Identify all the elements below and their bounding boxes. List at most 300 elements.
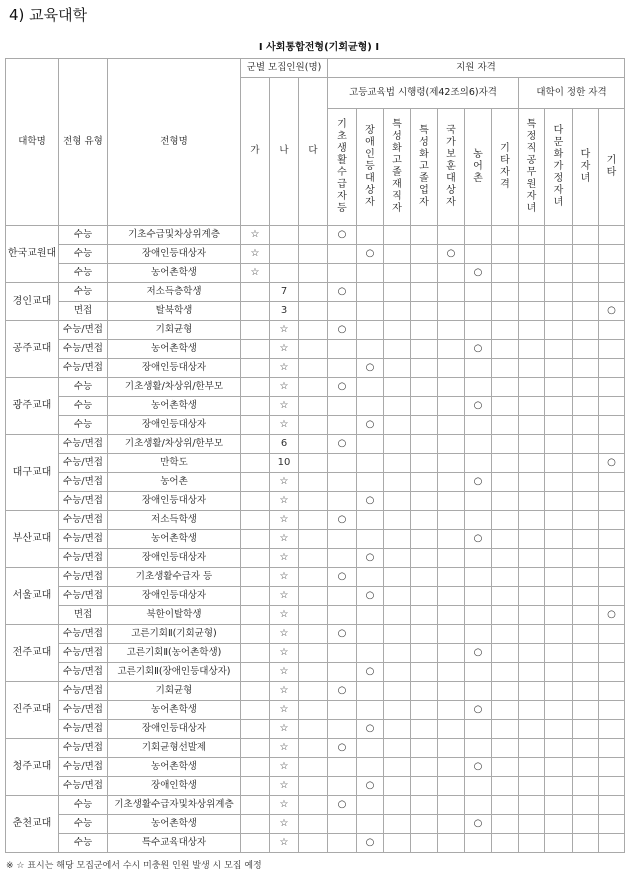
admission-name: 북한이탈학생 [108,606,241,625]
qualification-cell [328,492,357,511]
qualification-cell [492,758,519,777]
qualification-cell [438,739,465,758]
quota-cell [299,682,328,701]
qualification-cell [519,492,545,511]
qualification-cell [465,568,492,587]
quota-cell [241,359,270,378]
qualification-cell [411,834,438,853]
qualification-cell [573,568,599,587]
qualification-cell [492,378,519,397]
qualification-cell: ○ [465,530,492,549]
qualification-cell [357,397,384,416]
qualification-cell [492,549,519,568]
qualification-cell [384,549,411,568]
qualification-cell [492,663,519,682]
qualification-cell: ○ [465,701,492,720]
qualification-cell [545,606,573,625]
qualification-cell [465,587,492,606]
quota-cell: ☆ [270,568,299,587]
qualification-cell [599,834,625,853]
header-law-col: 기 타 자 격 [492,109,519,226]
qualification-cell [411,454,438,473]
quota-cell: ☆ [270,340,299,359]
qualification-cell [519,511,545,530]
qualification-cell [519,758,545,777]
qualification-cell [328,454,357,473]
qualification-cell [465,720,492,739]
admission-name: 농어촌학생 [108,530,241,549]
quota-cell [241,606,270,625]
qualification-cell: ○ [357,416,384,435]
qualification-cell [545,340,573,359]
qualification-cell [573,682,599,701]
qualification-cell [545,815,573,834]
header-type: 전형 유형 [59,59,108,226]
footnote: ※ ☆ 표시는 해당 모집군에서 수시 미충원 인원 발생 시 모집 예정 [6,861,262,871]
qualification-cell [384,663,411,682]
qualification-cell [545,644,573,663]
qualification-cell [573,701,599,720]
admission-name: 장애인등대상자 [108,245,241,264]
qualification-cell [519,340,545,359]
qualification-cell [573,226,599,245]
qualification-cell [384,796,411,815]
quota-cell: ☆ [270,663,299,682]
admission-name: 장애인등대상자 [108,492,241,511]
admission-type: 수능 [59,397,108,416]
qualification-cell [328,663,357,682]
qualification-cell [519,264,545,283]
table-row [6,283,625,302]
qualification-cell [465,549,492,568]
qualification-cell: ○ [328,796,357,815]
qualification-cell [492,644,519,663]
qualification-cell [328,473,357,492]
qualification-cell [519,302,545,321]
admission-type: 수능/면접 [59,777,108,796]
quota-cell [241,644,270,663]
qualification-cell [599,321,625,340]
qualification-cell [411,359,438,378]
qualification-cell [545,492,573,511]
table-row [6,815,625,834]
header-law-col: 국 가 보 훈 대 상 자 [438,109,465,226]
qualification-cell [465,302,492,321]
admission-type: 수능/면접 [59,321,108,340]
quota-cell [299,606,328,625]
quota-cell [241,492,270,511]
qualification-cell [519,644,545,663]
qualification-cell [573,777,599,796]
qualification-cell [519,720,545,739]
qualification-cell [573,720,599,739]
qualification-cell [411,587,438,606]
qualification-cell: ○ [465,264,492,283]
table-row [6,378,625,397]
qualification-cell [438,492,465,511]
qualification-cell [465,454,492,473]
qualification-cell [545,587,573,606]
quota-cell: ☆ [270,701,299,720]
admission-type: 수능/면접 [59,359,108,378]
admission-type: 수능/면접 [59,701,108,720]
qualification-cell: ○ [465,815,492,834]
qualification-cell [384,834,411,853]
admission-name: 기초생활/차상위/한부모 [108,378,241,397]
qualification-cell: ○ [357,663,384,682]
qualification-cell [519,815,545,834]
qualification-cell [573,530,599,549]
quota-cell [299,701,328,720]
qualification-cell [599,530,625,549]
qualification-cell [519,777,545,796]
qualification-cell [384,739,411,758]
qualification-cell [573,378,599,397]
quota-cell [241,435,270,454]
quota-cell [241,302,270,321]
quota-cell [299,340,328,359]
qualification-cell [328,720,357,739]
quota-cell [299,473,328,492]
admission-type: 면접 [59,302,108,321]
qualification-cell [357,606,384,625]
admission-type: 수능/면접 [59,758,108,777]
admission-type: 수능 [59,796,108,815]
admission-name: 탈북학생 [108,302,241,321]
qualification-cell: ○ [465,473,492,492]
table-row [6,530,625,549]
table-row [6,302,625,321]
quota-cell: ☆ [270,549,299,568]
qualification-cell [465,777,492,796]
qualification-cell [599,739,625,758]
qualification-cell [384,454,411,473]
header-univ: 대학명 [6,59,59,226]
qualification-cell [573,644,599,663]
qualification-cell [384,720,411,739]
qualification-cell [438,454,465,473]
header-uni-group: 대학이 정한 자격 [519,78,625,109]
qualification-cell [438,701,465,720]
qualification-cell [411,815,438,834]
qualification-cell [411,549,438,568]
qualification-cell [492,511,519,530]
qualification-cell [357,682,384,701]
qualification-cell [545,435,573,454]
qualification-cell: ○ [357,245,384,264]
admission-name: 장애인등대상자 [108,587,241,606]
quota-cell [299,226,328,245]
qualification-cell [492,302,519,321]
qualification-cell [438,321,465,340]
qualification-cell [545,530,573,549]
qualification-cell: ○ [357,587,384,606]
qualification-cell [384,340,411,359]
qualification-cell [384,283,411,302]
qualification-cell [384,682,411,701]
table-row [6,663,625,682]
qualification-cell [328,777,357,796]
qualification-cell [411,720,438,739]
qualification-cell: ○ [328,511,357,530]
qualification-cell [545,321,573,340]
header-law-col: 농 어 촌 [465,109,492,226]
quota-cell: ☆ [241,264,270,283]
header-qual-group: 지원 자격 [328,59,625,78]
qualification-cell [545,264,573,283]
qualification-cell [599,568,625,587]
qualification-cell: ○ [357,492,384,511]
admission-table [5,58,625,853]
quota-cell [241,758,270,777]
admission-type: 수능 [59,416,108,435]
qualification-cell [411,283,438,302]
admission-name: 장애인학생 [108,777,241,796]
qualification-cell [411,492,438,511]
qualification-cell [599,473,625,492]
table-row [6,625,625,644]
quota-cell: ☆ [270,378,299,397]
qualification-cell [411,226,438,245]
qualification-cell [328,264,357,283]
qualification-cell: ○ [328,283,357,302]
university-name: 부산교대 [6,511,59,568]
qualification-cell [465,321,492,340]
admission-name: 기초생활수급자및차상위계층 [108,796,241,815]
qualification-cell [599,245,625,264]
admission-name: 기회균형 [108,682,241,701]
qualification-cell [519,587,545,606]
header-uni-col: 기 타 [599,109,625,226]
qualification-cell [438,777,465,796]
admission-name: 기회균형선발제 [108,739,241,758]
qualification-cell [328,834,357,853]
qualification-cell [492,720,519,739]
quota-cell [299,264,328,283]
admission-type: 수능/면접 [59,454,108,473]
qualification-cell [573,606,599,625]
qualification-cell: ○ [465,397,492,416]
header-quota-da: 다 [299,78,328,226]
admission-type: 수능/면접 [59,511,108,530]
qualification-cell [519,834,545,853]
quota-cell [241,568,270,587]
qualification-cell [545,834,573,853]
qualification-cell [492,359,519,378]
quota-cell [241,796,270,815]
qualification-cell: ○ [599,454,625,473]
qualification-cell [411,511,438,530]
table-row [6,644,625,663]
header-law-group: 고등교육법 시행령(제42조의6)자격 [328,78,519,109]
qualification-cell [438,682,465,701]
qualification-cell [438,587,465,606]
qualification-cell [465,226,492,245]
qualification-cell [438,796,465,815]
table-row [6,340,625,359]
quota-cell [241,625,270,644]
qualification-cell [492,682,519,701]
qualification-cell [599,815,625,834]
table-row [6,511,625,530]
qualification-cell [357,530,384,549]
qualification-cell [438,568,465,587]
qualification-cell [545,568,573,587]
qualification-cell: ○ [357,359,384,378]
table-row [6,492,625,511]
admission-name: 고른기회Ⅱ(기회균형) [108,625,241,644]
qualification-cell [328,530,357,549]
qualification-cell [599,549,625,568]
qualification-cell [599,378,625,397]
university-name: 공주교대 [6,321,59,378]
admission-name: 저소득학생 [108,511,241,530]
quota-cell [299,758,328,777]
qualification-cell [545,359,573,378]
qualification-cell [519,568,545,587]
quota-cell [241,777,270,796]
quota-cell: ☆ [270,682,299,701]
qualification-cell [519,359,545,378]
qualification-cell [438,625,465,644]
qualification-cell [384,815,411,834]
qualification-cell: ○ [328,625,357,644]
qualification-cell [384,587,411,606]
qualification-cell [573,796,599,815]
qualification-cell [545,245,573,264]
qualification-cell [519,416,545,435]
qualification-cell [492,492,519,511]
qualification-cell [328,815,357,834]
quota-cell [299,549,328,568]
qualification-cell [328,245,357,264]
admission-name: 농어촌학생 [108,340,241,359]
qualification-cell [465,492,492,511]
quota-cell [241,283,270,302]
qualification-cell [492,283,519,302]
header-quota-group: 군별 모집인원(명) [241,59,328,78]
qualification-cell [465,834,492,853]
admission-name: 장애인등대상자 [108,720,241,739]
table-row [6,321,625,340]
qualification-cell [384,606,411,625]
qualification-cell [465,511,492,530]
qualification-cell [328,359,357,378]
quota-cell [241,587,270,606]
qualification-cell: ○ [465,758,492,777]
quota-cell: ☆ [270,587,299,606]
admission-type: 수능 [59,378,108,397]
qualification-cell [492,340,519,359]
quota-cell [299,397,328,416]
quota-cell [241,511,270,530]
qualification-cell [573,473,599,492]
qualification-cell [357,454,384,473]
admission-name: 장애인등대상자 [108,416,241,435]
quota-cell: 3 [270,302,299,321]
admission-name: 농어촌학생 [108,264,241,283]
quota-cell [241,834,270,853]
header-uni-col: 다 문 화 가 정 자 녀 [545,109,573,226]
qualification-cell [384,492,411,511]
qualification-cell [573,340,599,359]
table-row [6,264,625,283]
table-row [6,777,625,796]
qualification-cell [573,549,599,568]
admission-type: 수능/면접 [59,549,108,568]
quota-cell [299,815,328,834]
qualification-cell [492,739,519,758]
admission-name: 만학도 [108,454,241,473]
quota-cell [241,701,270,720]
qualification-cell [545,720,573,739]
university-name: 청주교대 [6,739,59,796]
admission-name: 기초수급및차상위계층 [108,226,241,245]
quota-cell [299,644,328,663]
qualification-cell [328,606,357,625]
qualification-cell [492,568,519,587]
qualification-cell [519,796,545,815]
qualification-cell [519,473,545,492]
qualification-cell [492,530,519,549]
qualification-cell [545,796,573,815]
qualification-cell [519,454,545,473]
qualification-cell [573,663,599,682]
qualification-cell [411,378,438,397]
quota-cell [299,777,328,796]
qualification-cell [411,264,438,283]
qualification-cell [573,245,599,264]
qualification-cell [599,283,625,302]
quota-cell: 10 [270,454,299,473]
qualification-cell [357,758,384,777]
admission-name: 농어촌 [108,473,241,492]
qualification-cell [328,587,357,606]
qualification-cell [357,511,384,530]
admission-name: 기초생활/차상위/한부모 [108,435,241,454]
quota-cell [299,416,328,435]
qualification-cell [545,473,573,492]
qualification-cell [357,302,384,321]
qualification-cell [465,739,492,758]
quota-cell [299,739,328,758]
qualification-cell [492,815,519,834]
qualification-cell [411,321,438,340]
qualification-cell [492,834,519,853]
header-law-col: 특 성 화 고 졸 재 직 자 [384,109,411,226]
qualification-cell [411,568,438,587]
qualification-cell [573,302,599,321]
qualification-cell [545,739,573,758]
qualification-cell [519,530,545,549]
table-row [6,245,625,264]
qualification-cell [328,302,357,321]
header-law-col: 장 애 인 등 대 상 자 [357,109,384,226]
qualification-cell [492,264,519,283]
qualification-cell: ○ [328,378,357,397]
qualification-cell [328,758,357,777]
quota-cell [270,245,299,264]
qualification-cell [465,625,492,644]
qualification-cell [465,796,492,815]
qualification-cell [599,226,625,245]
admission-type: 수능 [59,245,108,264]
quota-cell [299,834,328,853]
qualification-cell [357,644,384,663]
qualification-cell [573,758,599,777]
quota-cell [241,739,270,758]
qualification-cell [411,758,438,777]
